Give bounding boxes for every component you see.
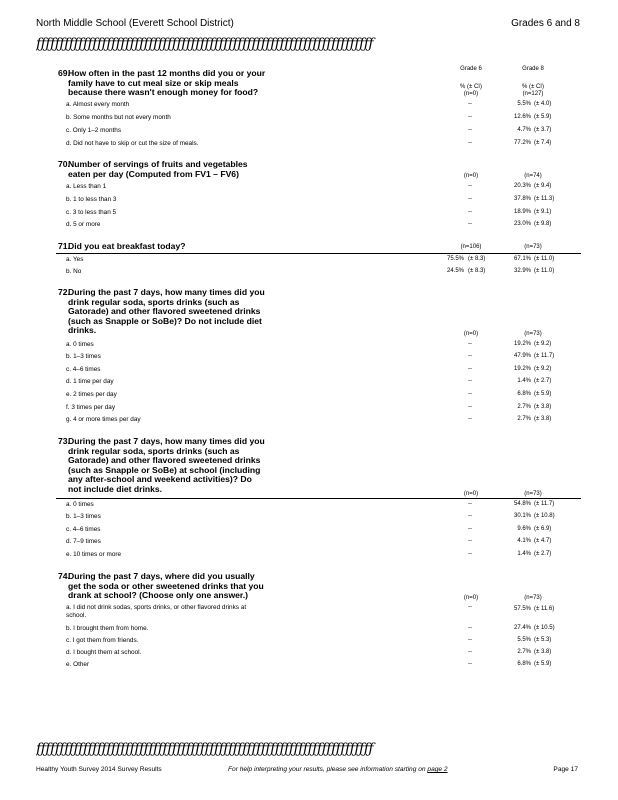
grade8-ci: (± 11.7) bbox=[534, 501, 555, 507]
question-text-line: During the past 7 days, how many times did you bbox=[68, 436, 265, 446]
question-number: 73. bbox=[58, 436, 70, 446]
grade8-n: (n=127) bbox=[522, 91, 544, 97]
question-text-line: (such as Snapple or SoBe)? Do not include diet bbox=[68, 315, 262, 326]
grade8-value: 47.9% bbox=[513, 353, 531, 359]
grade6-value: -- bbox=[468, 391, 472, 397]
grade8-value: 20.3% bbox=[513, 183, 531, 189]
grade6-value: -- bbox=[468, 551, 472, 557]
grade8-ci: (± 2.7) bbox=[534, 378, 552, 384]
school-header: North Middle School (Everett School District) bbox=[36, 18, 234, 29]
grade6-value: -- bbox=[468, 221, 472, 227]
grade8-n: (n=73) bbox=[524, 244, 542, 250]
question-text-line: Number of servings of fruits and vegetables bbox=[68, 159, 248, 169]
grade8-ci: (± 11.7) bbox=[534, 353, 555, 359]
grade8-value: 18.9% bbox=[513, 209, 531, 215]
grade8-value: 5.5% bbox=[517, 101, 531, 107]
question-number: 72. bbox=[58, 287, 70, 297]
grade8-ci: (± 7.4) bbox=[534, 140, 552, 146]
footer-help-text bbox=[228, 766, 448, 773]
question-number: 70. bbox=[58, 159, 70, 169]
answer-option: c. 4–6 times bbox=[66, 526, 101, 533]
grade8-value: 19.2% bbox=[513, 366, 531, 372]
grade8-ci: (± 5.9) bbox=[534, 114, 552, 120]
answer-option: b. Some months but not every month bbox=[66, 114, 171, 121]
footer-help-sentence: For help interpreting your results, please see information starting on bbox=[228, 766, 426, 773]
grade6-value: -- bbox=[468, 101, 472, 107]
question-text-line: Gatorade) and other flavored sweetened drinks bbox=[68, 306, 261, 317]
question-text-line: because there wasn't enough money for food? bbox=[68, 87, 259, 98]
question-text-line: get the soda or other sweetened drinks that you bbox=[68, 580, 264, 591]
grade6-value: -- bbox=[468, 604, 472, 610]
grade8-value: 1.4% bbox=[517, 378, 531, 384]
grade6-value: -- bbox=[468, 127, 472, 133]
grade8-ci: (± 10.8) bbox=[534, 513, 555, 519]
grade6-column-header: Grade 6 bbox=[460, 66, 482, 72]
grade6-value: -- bbox=[468, 196, 472, 202]
grade8-value: 1.4% bbox=[517, 551, 531, 557]
answer-option: d. 5 or more bbox=[66, 221, 101, 228]
grade6-value: -- bbox=[468, 538, 472, 544]
answer-option: c. 4–6 times bbox=[66, 366, 101, 373]
grade6-value: -- bbox=[468, 625, 472, 631]
question-text-line: Gatorade) and other flavored sweetened drinks bbox=[68, 455, 261, 466]
page-number: Page 17 bbox=[553, 766, 578, 773]
grade8-ci-header: % (± CI) bbox=[522, 84, 544, 90]
answer-option: a. 0 times bbox=[66, 341, 94, 348]
grade6-value: -- bbox=[468, 513, 472, 519]
answer-option: d. 1 time per day bbox=[66, 378, 114, 385]
grade8-value: 9.6% bbox=[517, 526, 531, 532]
question-text-line: drinks. bbox=[68, 325, 97, 336]
grade8-ci: (± 5.3) bbox=[534, 637, 552, 643]
answer-option: b. 1–3 times bbox=[66, 353, 101, 360]
grade8-value: 27.4% bbox=[513, 625, 531, 631]
grade6-value: -- bbox=[468, 353, 472, 359]
grade6-value: -- bbox=[468, 140, 472, 146]
grade8-value: 12.6% bbox=[513, 114, 531, 120]
grade8-ci: (± 11.6) bbox=[534, 606, 555, 612]
grade6-value: -- bbox=[468, 637, 472, 643]
grade8-ci: (± 9.2) bbox=[534, 341, 552, 347]
question-text-line: family have to cut meal size or skip meals bbox=[68, 77, 239, 88]
grade6-n: (n=0) bbox=[463, 331, 479, 337]
answer-option: b. 1 to less than 3 bbox=[66, 196, 117, 203]
answer-option: d. 7–9 times bbox=[66, 538, 101, 545]
section-rule bbox=[56, 498, 581, 499]
grade6-value: -- bbox=[468, 526, 472, 532]
grade6-n: (n=0) bbox=[463, 491, 479, 497]
answer-option: b. No bbox=[66, 268, 82, 275]
grade8-value: 30.1% bbox=[513, 513, 531, 519]
grade8-value: 57.5% bbox=[513, 606, 531, 612]
grade6-value: -- bbox=[468, 416, 472, 422]
question-74 bbox=[58, 572, 274, 601]
grade8-ci: (± 2.7) bbox=[534, 551, 552, 557]
answer-option: d. I bought them at school. bbox=[66, 649, 142, 656]
grade8-ci: (± 3.7) bbox=[534, 127, 552, 133]
grade6-value: -- bbox=[468, 114, 472, 120]
answer-option: b. I brought them from home. bbox=[66, 625, 149, 632]
grade8-value: 2.7% bbox=[517, 404, 531, 410]
question-70 bbox=[58, 160, 274, 179]
grade8-value: 2.7% bbox=[517, 416, 531, 422]
grade8-value: 67.1% bbox=[513, 256, 531, 262]
grade8-value: 23.0% bbox=[513, 221, 531, 227]
grade8-n: (n=73) bbox=[524, 491, 542, 497]
question-71 bbox=[58, 242, 274, 252]
grade8-ci: (± 10.5) bbox=[534, 625, 555, 631]
grade8-ci: (± 11.3) bbox=[534, 196, 555, 202]
grade8-value: 4.1% bbox=[517, 538, 531, 544]
grade8-ci: (± 5.9) bbox=[534, 391, 552, 397]
answer-option: a. Yes bbox=[66, 256, 84, 263]
decorative-divider-bottom: ƒƒƒƒƒƒƒƒƒƒƒƒƒƒƒƒƒƒƒƒƒƒƒƒƒƒƒƒƒƒƒƒƒƒƒƒƒƒƒƒƒƒƒƒƒƒƒƒƒƒƒƒƒƒƒƒƒƒƒƒƒƒƒƒƒƒƒƒƒƒƒƒ bbox=[36, 742, 374, 756]
grade8-value: 19.2% bbox=[513, 341, 531, 347]
answer-option: c. I got them from friends. bbox=[66, 637, 139, 644]
grade8-n: (n=73) bbox=[524, 331, 542, 337]
grade8-ci: (± 3.8) bbox=[534, 649, 552, 655]
grade6-value: -- bbox=[468, 341, 472, 347]
question-text-line: (such as Snapple or SoBe) at school (including bbox=[68, 464, 261, 475]
question-text-line: Did you eat breakfast today? bbox=[68, 241, 186, 251]
grade6-value: 75.5% bbox=[446, 256, 464, 262]
grade8-n: (n=74) bbox=[524, 173, 542, 179]
grade6-ci-header: % (± CI) bbox=[460, 84, 482, 90]
answer-option: f. 3 times per day bbox=[66, 404, 116, 411]
grade8-value: 37.8% bbox=[513, 196, 531, 202]
answer-option: b. 1–3 times bbox=[66, 513, 101, 520]
question-72 bbox=[58, 288, 274, 336]
grade6-value: -- bbox=[468, 404, 472, 410]
answer-option: c. Only 1–2 months bbox=[66, 127, 122, 134]
grade8-ci: (± 3.8) bbox=[534, 416, 552, 422]
answer-option: a. 0 times bbox=[66, 501, 94, 508]
grade6-n: (n=0) bbox=[463, 173, 479, 179]
grade8-column-header: Grade 8 bbox=[522, 66, 544, 72]
grade6-ci: (± 8.3) bbox=[468, 268, 486, 274]
question-number: 69. bbox=[58, 68, 70, 78]
question-69 bbox=[58, 69, 274, 98]
grade8-value: 77.2% bbox=[513, 140, 531, 146]
grade6-n: (n=0) bbox=[463, 595, 479, 601]
grade8-value: 32.9% bbox=[513, 268, 531, 274]
grade8-ci: (± 6.9) bbox=[534, 526, 552, 532]
grade8-value: 5.5% bbox=[517, 637, 531, 643]
grade6-n: (n=0) bbox=[463, 91, 479, 97]
grade8-ci: (± 4.0) bbox=[534, 101, 552, 107]
footer-page-link[interactable]: page 2 bbox=[427, 766, 448, 773]
answer-option: a. Almost every month bbox=[66, 101, 130, 108]
grade8-n: (n=73) bbox=[524, 595, 542, 601]
grade6-value: -- bbox=[468, 501, 472, 507]
grade8-ci: (± 9.2) bbox=[534, 366, 552, 372]
grade8-ci: (± 9.4) bbox=[534, 183, 552, 189]
grade6-value: -- bbox=[468, 649, 472, 655]
grade6-n: (n=106) bbox=[460, 244, 482, 250]
grade6-value: -- bbox=[468, 366, 472, 372]
grade6-value: 24.5% bbox=[446, 268, 464, 274]
footer-survey-title: Healthy Youth Survey 2014 Survey Results bbox=[36, 766, 162, 773]
question-73 bbox=[58, 437, 274, 495]
question-text-line: How often in the past 12 months did you or your bbox=[68, 68, 266, 78]
grade6-value: -- bbox=[468, 183, 472, 189]
grade8-ci: (± 3.8) bbox=[534, 404, 552, 410]
grades-header: Grades 6 and 8 bbox=[511, 18, 580, 29]
decorative-divider-top: ƒƒƒƒƒƒƒƒƒƒƒƒƒƒƒƒƒƒƒƒƒƒƒƒƒƒƒƒƒƒƒƒƒƒƒƒƒƒƒƒƒƒƒƒƒƒƒƒƒƒƒƒƒƒƒƒƒƒƒƒƒƒƒƒƒƒƒƒƒƒƒƒ bbox=[36, 37, 374, 51]
answer-option: e. Other bbox=[66, 661, 90, 668]
grade8-ci: (± 5.9) bbox=[534, 661, 552, 667]
question-text-line: eaten per day (Computed from FV1 – FV6) bbox=[68, 168, 239, 179]
question-text-line: drink regular soda, sports drinks (such as bbox=[68, 445, 240, 456]
grade8-value: 54.8% bbox=[513, 501, 531, 507]
grade6-value: -- bbox=[468, 661, 472, 667]
grade8-value: 4.7% bbox=[517, 127, 531, 133]
question-number: 71. bbox=[58, 241, 70, 251]
grade8-ci: (± 9.1) bbox=[534, 209, 552, 215]
question-text-line: During the past 7 days, where did you usually bbox=[68, 571, 255, 581]
question-text-line: During the past 7 days, how many times did you bbox=[68, 287, 265, 297]
grade8-value: 6.8% bbox=[517, 661, 531, 667]
grade8-ci: (± 11.0) bbox=[534, 268, 555, 274]
question-text-line: not include diet drinks. bbox=[68, 483, 163, 494]
answer-option: e. 10 times or more bbox=[66, 551, 122, 558]
grade6-value: -- bbox=[468, 378, 472, 384]
answer-option: a. Less than 1 bbox=[66, 183, 107, 190]
grade8-ci: (± 11.0) bbox=[534, 256, 555, 262]
question-text-line: drank at school? (Choose only one answer.) bbox=[68, 590, 249, 601]
answer-option: e. 2 times per day bbox=[66, 391, 117, 398]
answer-option: c. 3 to less than 5 bbox=[66, 209, 117, 216]
grade8-ci: (± 4.7) bbox=[534, 538, 552, 544]
answer-option: g. 4 or more times per day bbox=[66, 416, 141, 423]
grade6-value: -- bbox=[468, 209, 472, 215]
section-rule bbox=[56, 253, 581, 254]
grade8-value: 2.7% bbox=[517, 649, 531, 655]
answer-option: a. I did not drink sodas, sports drinks, or other flavored drinks at school. bbox=[66, 604, 247, 619]
question-text-line: any after-school and weekend activities)? Do bbox=[68, 474, 252, 485]
question-text-line: drink regular soda, sports drinks (such as bbox=[68, 296, 240, 307]
question-number: 74. bbox=[58, 571, 70, 581]
grade8-ci: (± 9.8) bbox=[534, 221, 552, 227]
grade6-ci: (± 8.3) bbox=[468, 256, 486, 262]
grade8-value: 6.8% bbox=[517, 391, 531, 397]
answer-option: d. Did not have to skip or cut the size of meals. bbox=[66, 140, 199, 147]
